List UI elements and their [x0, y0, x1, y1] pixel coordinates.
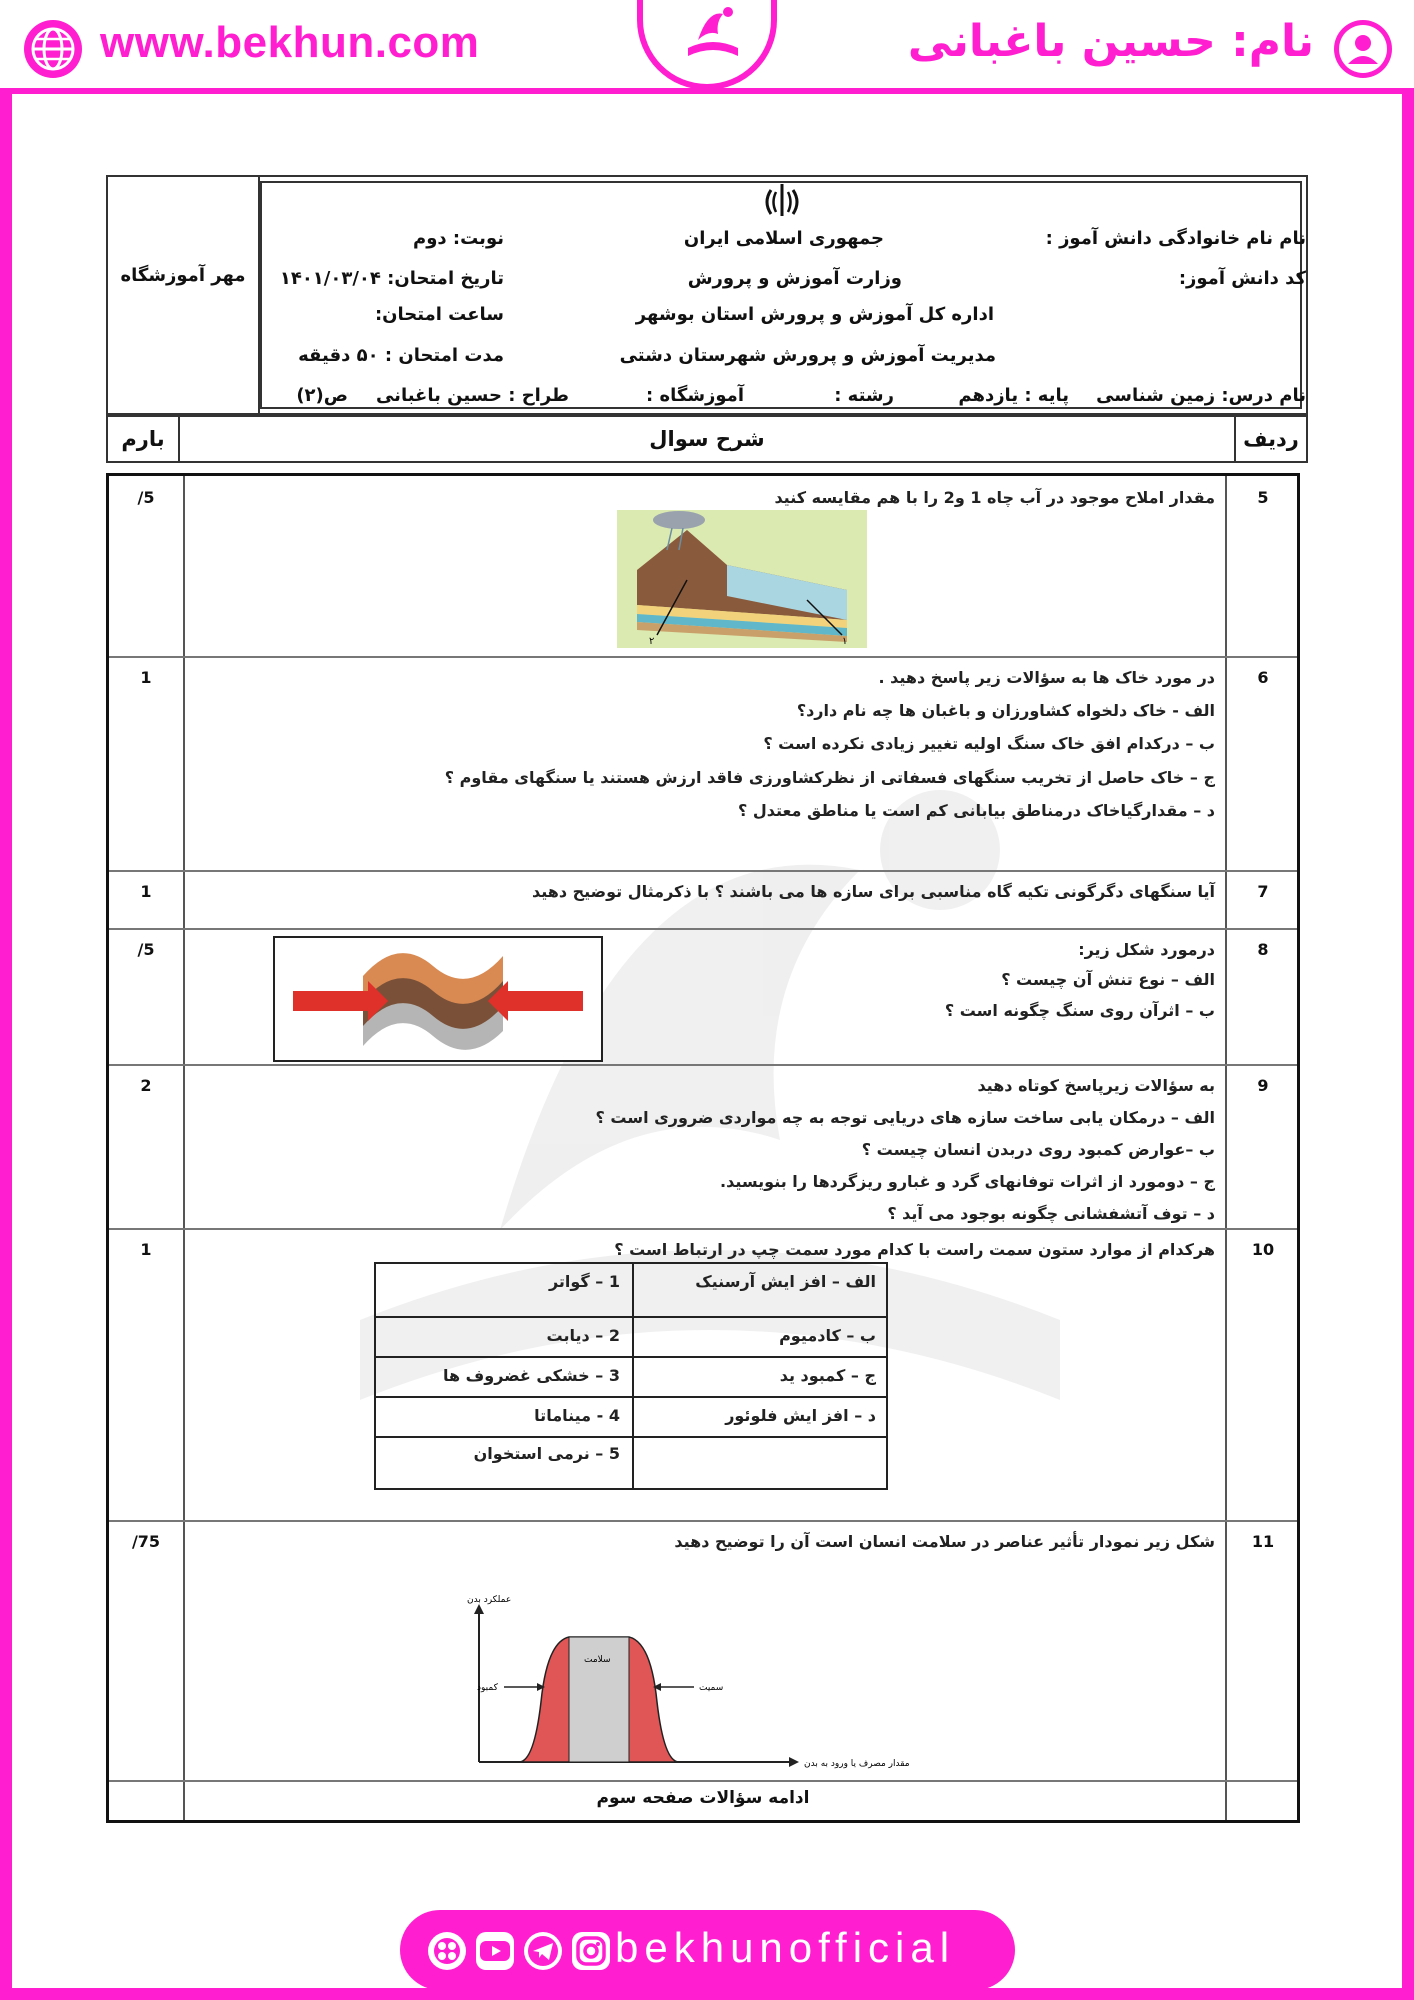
questions-table — [106, 473, 1300, 1823]
question-column-header: شرح سوال — [649, 427, 765, 451]
question-text: آیا سنگهای دگرگونی تکیه گاه مناسبی برای سازه ها می باشند ؟ با ذکرمثال توضیح دهید — [531, 882, 1215, 901]
brand-logo — [637, 0, 777, 90]
question-subitem: الف – درمکان یابی ساخت سازه های دریایی توجه به چه مواردی ضروری است ؟ — [595, 1108, 1215, 1127]
county-title: مدیریت آموزش و پرورش شهرستان دشتی — [619, 345, 996, 366]
match-right-item: ج – کمبود ید — [779, 1366, 876, 1385]
column-divider — [178, 417, 180, 461]
question-number: 5 — [1257, 488, 1269, 507]
grade-label: پایه : یازدهم — [958, 385, 1069, 406]
column-divider — [1234, 417, 1236, 461]
exam-date-label: تاریخ امتحان: ۱۴۰۱/۰۳/۰۴ — [279, 268, 504, 289]
matching-divider — [632, 1264, 634, 1488]
number-divider — [1225, 476, 1227, 1820]
question-score: /5 — [137, 940, 155, 959]
well-2-label: ۲ — [649, 636, 655, 647]
column-header-row — [106, 415, 1308, 463]
question-subitem: د – مقدارگیاخاک درمناطق بیابانی کم است یا مناطق معتدل ؟ — [738, 801, 1215, 820]
student-code-label: کد دانش آموز: — [1178, 268, 1306, 289]
youtube-icon[interactable] — [476, 1932, 514, 1970]
question-subitem: ج – دومورد از اثرات توفانهای گرد و غبارو ریزگردها را بنویسید. — [720, 1172, 1215, 1191]
social-handle[interactable]: bekhunofficial — [615, 1924, 956, 1971]
question-subitem: ب –عوارض کمبود روی دربدن انسان چیست ؟ — [861, 1140, 1215, 1159]
question-text: در مورد خاک ها به سؤالات زیر پاسخ دهید . — [878, 668, 1215, 687]
iran-emblem-icon — [757, 180, 807, 220]
question-subitem: ب – اثرآن روی سنگ چگونه است ؟ — [944, 1001, 1215, 1020]
website-link[interactable]: www.bekhun.com — [100, 18, 480, 67]
match-right-item: ب – کادمیوم — [779, 1326, 876, 1345]
school-seal-label: مهر آموزشگاه — [120, 265, 246, 286]
question-number: 6 — [1257, 668, 1269, 687]
exam-duration-label: مدت امتحان : ۵۰ دقیقه — [298, 345, 504, 366]
row-separator — [109, 1780, 1297, 1782]
social-bar — [400, 1910, 1015, 1990]
exam-header — [106, 175, 1308, 415]
question-score: 1 — [140, 668, 152, 687]
instagram-icon[interactable] — [572, 1932, 610, 1970]
element-health-chart — [419, 1592, 910, 1772]
question-text: مقدار املاح موجود در آب چاه 1 و2 را با هم مقایسه کنید — [774, 488, 1215, 507]
question-number: 8 — [1257, 940, 1269, 959]
matching-row-line — [376, 1316, 886, 1318]
question-subitem: ج – خاک حاصل از تخریب سنگهای فسفاتی از نظرکشاورزی فاقد ارزش هستند یا سنگهای مقاوم ؟ — [444, 768, 1215, 787]
question-subitem: ب – درکدام افق خاک سنگ اولیه تغییر زیادی نکرده است ؟ — [763, 734, 1215, 753]
author-name: نام: حسین باغبانی — [907, 16, 1314, 67]
match-left-item: 2 – دیابت — [546, 1326, 620, 1345]
match-left-item: 3 – خشکی غضروف ها — [442, 1366, 620, 1385]
exam-time-label: ساعت امتحان: — [374, 304, 504, 325]
session-label: نوبت: دوم — [413, 228, 504, 249]
field-label: رشته : — [834, 385, 894, 406]
question-subitem: الف – نوع تنش آن چیست ؟ — [1001, 970, 1215, 989]
row-separator — [109, 928, 1297, 930]
republic-title: جمهوری اسلامی ایران — [683, 228, 884, 249]
top-banner — [0, 0, 1414, 94]
school-label: آموزشگاه : — [646, 385, 744, 406]
matching-row-line — [376, 1436, 886, 1438]
matching-row-line — [376, 1396, 886, 1398]
globe-icon — [22, 18, 84, 80]
question-subitem: الف - خاک دلخواه کشاورزان و باغبان ها چه نام دارد؟ — [796, 701, 1215, 720]
page-number-label: ص(۲) — [296, 385, 348, 406]
question-score: 1 — [140, 882, 152, 901]
row-separator — [109, 1520, 1297, 1522]
matching-row-line — [376, 1356, 886, 1358]
deficiency-label: کمبود — [477, 1683, 498, 1693]
book-logo-icon — [678, 0, 748, 70]
question-score: /75 — [131, 1532, 161, 1551]
row-separator — [109, 870, 1297, 872]
match-left-item: 4 - میناماتا — [534, 1406, 620, 1425]
user-icon — [1332, 18, 1394, 80]
score-column-header: بارم — [121, 427, 165, 451]
toxicity-label: سمیت — [699, 1683, 724, 1693]
health-label: سلامت — [584, 1655, 611, 1665]
match-right-item: د – افز ایش فلوئور — [725, 1406, 876, 1425]
question-score: 2 — [140, 1076, 152, 1095]
row-separator — [109, 1228, 1297, 1230]
student-name-label: نام نام خانوادگی دانش آموز : — [1045, 228, 1306, 249]
question-score: /5 — [137, 488, 155, 507]
match-right-item: الف – افز ایش آرسنیک — [695, 1272, 876, 1291]
question-text: شکل زیر نمودار تأثیر عناصر در سلامت انسان است آن را توضیح دهید — [674, 1532, 1215, 1551]
question-text: درمورد شکل زیر: — [1078, 940, 1215, 959]
question-score: 1 — [140, 1240, 152, 1259]
continued-note: ادامه سؤالات صفحه سوم — [596, 1788, 810, 1808]
question-text: هرکدام از موارد ستون سمت راست با کدام مورد سمت چپ در ارتباط است ؟ — [614, 1240, 1215, 1259]
match-left-item: 1 – گواتر — [548, 1272, 620, 1291]
telegram-icon[interactable] — [524, 1932, 562, 1970]
aquifer-wells-diagram — [617, 510, 867, 648]
ministry-title: وزارت آموزش و پرورش — [687, 268, 902, 289]
aparat-icon[interactable] — [428, 1932, 466, 1970]
question-number: 10 — [1251, 1240, 1275, 1259]
subject-label: نام درس: زمین شناسی — [1096, 385, 1306, 406]
match-left-item: 5 – نرمی استخوان — [473, 1444, 620, 1463]
designer-label: طراح : حسین باغبانی — [375, 385, 569, 406]
question-number: 7 — [1257, 882, 1269, 901]
question-text: به سؤالات زیرپاسخ کوتاه دهید — [977, 1076, 1215, 1095]
x-axis-label: مقدار مصرف یا ورود به بدن — [804, 1759, 910, 1769]
question-number: 11 — [1251, 1532, 1275, 1551]
province-title: اداره کل آموزش و پرورش استان بوشهر — [635, 304, 994, 325]
well-1-label: ۱ — [842, 636, 848, 647]
question-subitem: د – توف آتشفشانی چگونه بوجود می آید ؟ — [887, 1204, 1215, 1223]
fold-stress-diagram — [273, 936, 603, 1062]
row-separator — [109, 1064, 1297, 1066]
score-divider — [183, 476, 185, 1820]
question-number: 9 — [1257, 1076, 1269, 1095]
matching-table — [374, 1262, 888, 1490]
y-axis-label: عملکرد بدن — [467, 1595, 512, 1605]
row-column-header: ردیف — [1243, 427, 1299, 451]
row-separator — [109, 656, 1297, 658]
